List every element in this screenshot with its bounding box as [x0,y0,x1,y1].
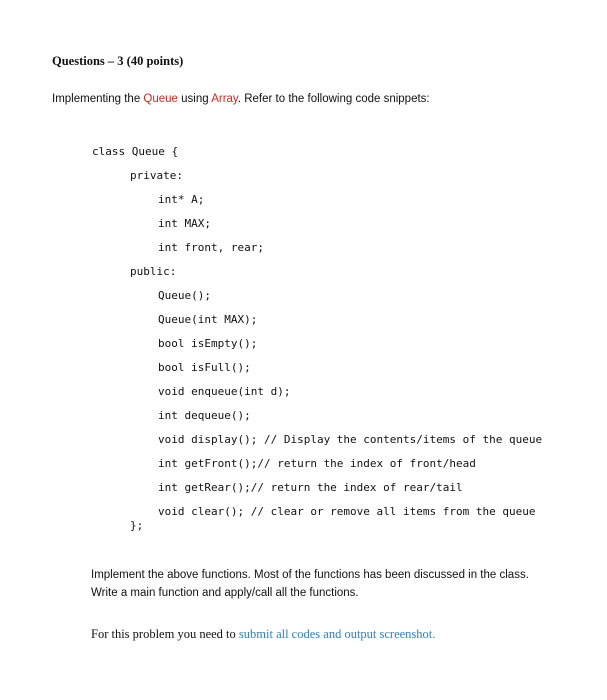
public-member: void display(); // Display the contents/items of the queue [158,433,543,446]
public-member: int dequeue(); [158,409,251,422]
intro-suffix: . Refer to the following code snippets: [237,93,430,105]
public-member: int getFront();// return the index of front/head [158,457,476,470]
public-member: Queue(); [158,289,211,302]
public-member: Queue(int MAX); [158,313,258,326]
submit-prefix: For this problem you need to [91,627,239,641]
submit-note [91,627,435,642]
public-label: public: [130,265,177,278]
instruction-line: Write a main function and apply/call all the functions. [91,587,359,599]
public-member: bool isFull(); [158,361,251,374]
class-close: }; [130,519,144,532]
public-member: void enqueue(int d); [158,385,291,398]
public-member: int getRear();// return the index of rear/tail [158,481,463,494]
queue-term: Queue [143,93,178,105]
class-declaration: class Queue { [92,145,179,158]
submit-link[interactable]: submit all codes and output screenshot. [238,627,436,641]
question-heading: Questions – 3 (40 points) [52,54,184,68]
private-label: private: [130,169,183,182]
intro-prefix: Implementing the [52,93,144,105]
private-member: int front, rear; [158,241,264,254]
instruction-line: Implement the above functions. Most of the functions has been discussed in the class. [91,569,529,581]
intro-middle: using [177,93,212,105]
array-term: Array [211,93,238,105]
private-member: int MAX; [158,217,211,230]
public-member: bool isEmpty(); [158,337,258,350]
private-member: int* A; [158,193,205,206]
public-member: void clear(); // clear or remove all items from the queue [158,505,536,518]
instructions [91,566,591,602]
